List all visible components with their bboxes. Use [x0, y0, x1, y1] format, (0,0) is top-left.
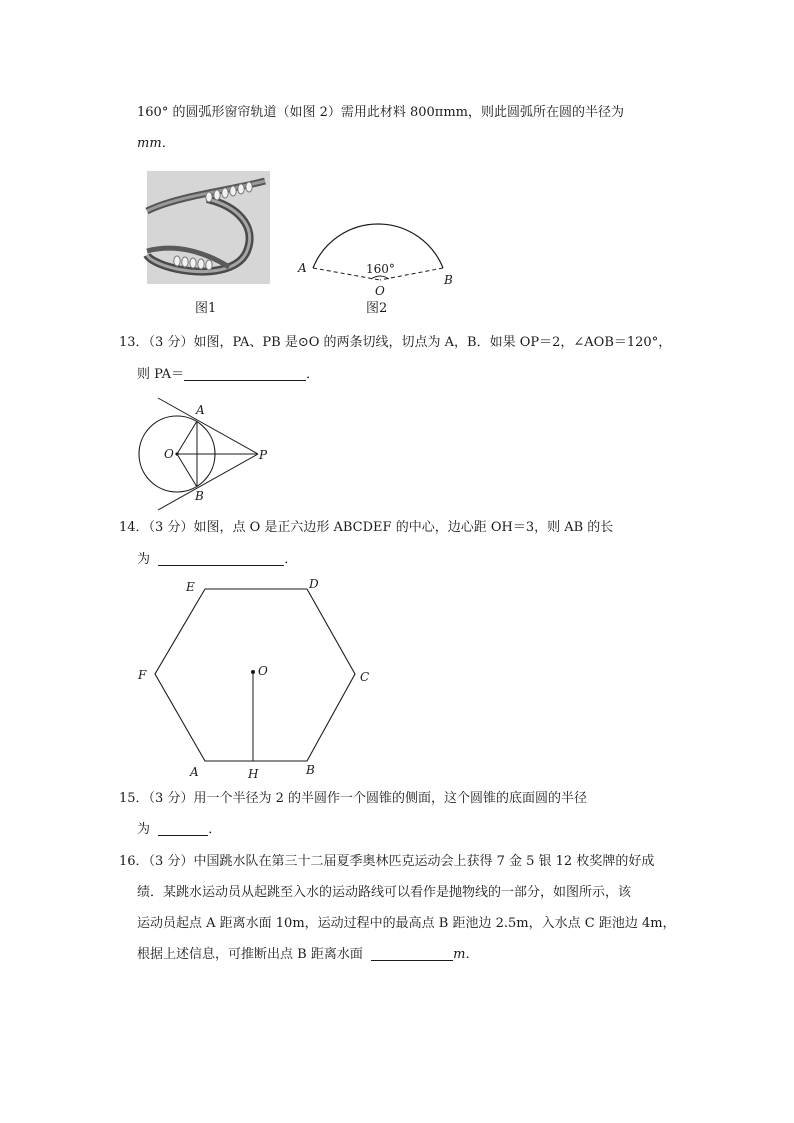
point-f-label: F	[138, 668, 147, 682]
curtain-rail-photo	[147, 171, 270, 284]
figure2-caption: 图2	[366, 301, 388, 316]
q15-suffix: ．	[208, 822, 222, 837]
q15-answer-blank[interactable]	[158, 821, 208, 836]
point-o-label: O	[164, 447, 174, 461]
point-a-label: A	[190, 765, 199, 779]
tangent-pb	[158, 454, 258, 510]
q16-text-line4	[137, 946, 478, 964]
q14-text-line2	[137, 551, 297, 569]
q13-answer-blank[interactable]	[184, 366, 306, 381]
point-p-label: P	[259, 448, 268, 462]
q16-suffix: m．	[453, 947, 479, 962]
point-a-label: A	[196, 403, 205, 417]
point-b-label: B	[195, 489, 204, 503]
figure1-caption: 图1	[195, 301, 217, 316]
angle-label: 160°	[366, 262, 395, 276]
point-e-label: E	[186, 580, 195, 594]
q13-text-line1: 13．（3 分）如图，PA、PB 是⊙O 的两条切线，切点为 A，B．如果 OP＝2，∠AOB＝120°，	[119, 335, 672, 350]
point-o-label: O	[258, 664, 268, 678]
point-h-label: H	[248, 767, 259, 781]
q16-text-line1: 16．（3 分）中国跳水队在第三十二届夏季奥林匹克运动会上获得 7 金 5 银 12 枚奖牌的好成	[119, 854, 655, 869]
point-a-label: A	[298, 261, 307, 275]
q12-text-line2: mm．	[137, 136, 175, 151]
q16-text-line3: 运动员起点 A 距离水面 10m，运动过程中的最高点 B 距池边 2.5m，入水点 C 距池边 4m，	[137, 916, 676, 931]
segment-ob	[177, 454, 197, 487]
tangent-pa	[158, 398, 258, 454]
point-o-label: O	[375, 284, 385, 298]
q13-suffix: ．	[306, 367, 320, 382]
q14-suffix: ．	[284, 552, 298, 567]
hexagon-diagram	[130, 574, 380, 784]
q13-prefix: 则 PA＝	[137, 367, 185, 382]
q12-text-line1: 160° 的圆弧形窗帘轨道（如图 2）需用此材料 800πmm，则此圆弧所在圆的半径为	[137, 105, 624, 120]
q14-answer-blank[interactable]	[158, 551, 284, 566]
q16-answer-blank[interactable]	[371, 946, 453, 961]
point-b-label: B	[444, 273, 453, 287]
q15-prefix: 为	[137, 822, 151, 837]
q13-text-line2	[137, 366, 319, 384]
q15-text-line1: 15．（3 分）用一个半径为 2 的半圆作一个圆锥的侧面，这个圆锥的底面圆的半径	[119, 791, 587, 806]
tangent-diagram	[130, 398, 280, 508]
arc-diagram	[298, 200, 458, 310]
point-b-label: B	[306, 763, 315, 777]
hexagon-abcdef	[155, 589, 355, 761]
center-o-dot	[175, 452, 178, 455]
point-c-label: C	[360, 670, 370, 684]
curtain-rail-illustration	[147, 171, 270, 284]
q14-text-line1: 14．（3 分）如图，点 O 是正六边形 ABCDEF 的中心，边心距 OH＝3，则 AB 的长	[119, 520, 614, 535]
q15-text-line2	[137, 821, 221, 839]
segment-oa	[177, 421, 197, 454]
q16-text-line2: 绩．某跳水运动员从起跳至入水的运动路线可以看作是抛物线的一部分，如图所示，该	[137, 885, 632, 900]
point-d-label: D	[309, 577, 319, 591]
q14-prefix: 为	[137, 552, 151, 567]
q16-prefix: 根据上述信息，可推断出点 B 距离水面	[137, 947, 363, 962]
center-o-dot	[251, 670, 255, 674]
